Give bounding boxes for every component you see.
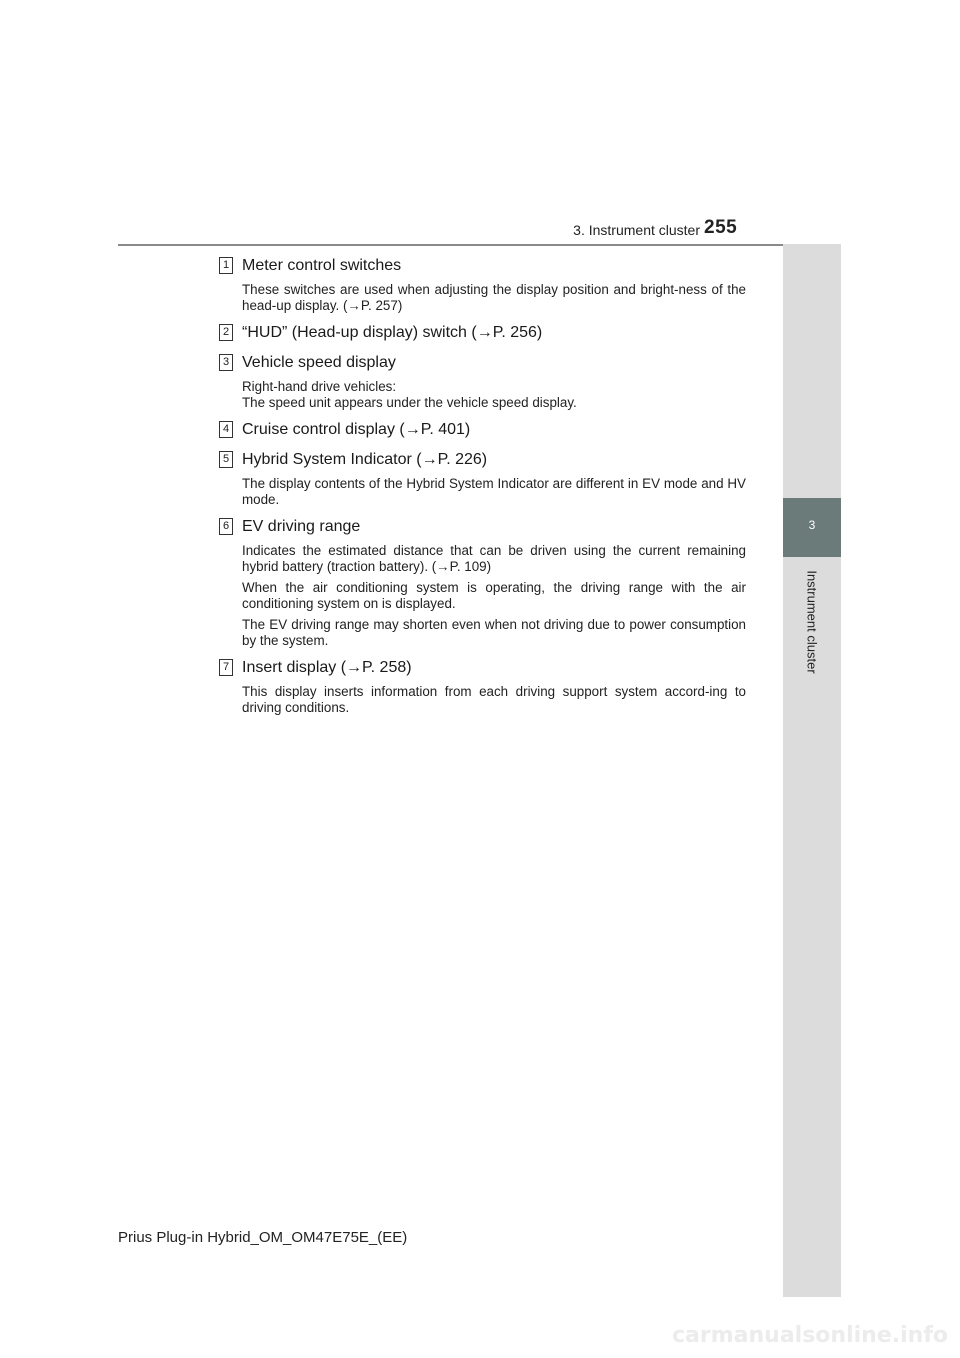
item-heading xyxy=(219,252,746,282)
item-title: Insert display (→P. 258) xyxy=(242,659,412,676)
item-paragraph: The display contents of the Hybrid System Indicator are different in EV mode and HV mode. xyxy=(242,476,746,507)
item-heading xyxy=(219,446,746,476)
item-heading xyxy=(219,319,746,349)
item-description xyxy=(219,282,746,314)
watermark-text: carmanualsonline.info xyxy=(672,1323,948,1348)
list-item xyxy=(219,446,746,508)
list-item xyxy=(219,654,746,716)
item-title: “HUD” (Head-up display) switch (→P. 256) xyxy=(242,324,543,341)
item-number-badge: 2 xyxy=(219,324,233,341)
list-item xyxy=(219,349,746,411)
list-item xyxy=(219,319,746,349)
item-paragraph: Indicates the estimated distance that can be driven using the current remaining hybrid battery (traction battery). (→P. 109) xyxy=(242,543,746,574)
chapter-tab-number: 3 xyxy=(808,518,816,532)
list-item xyxy=(219,252,746,314)
item-heading xyxy=(219,513,746,543)
item-paragraph: These switches are used when adjusting the display position and bright-ness of the head-up display. (→P. 257) xyxy=(242,282,746,313)
item-number-badge: 1 xyxy=(219,257,233,274)
header-divider xyxy=(118,244,841,246)
chapter-tab-label: Instrument cluster xyxy=(804,570,820,674)
list-item xyxy=(219,513,746,649)
item-description xyxy=(219,379,746,411)
item-title: Hybrid System Indicator (→P. 226) xyxy=(242,451,488,468)
item-title: Vehicle speed display xyxy=(242,354,396,371)
chapter-title: 3. Instrument cluster xyxy=(573,222,700,238)
item-number-badge: 4 xyxy=(219,421,233,438)
document-footer: Prius Plug-in Hybrid_OM_OM47E75E_(EE) xyxy=(118,1229,408,1246)
item-number-badge: 6 xyxy=(219,518,233,535)
page-number: 255 xyxy=(704,217,738,238)
item-description xyxy=(219,476,746,508)
item-paragraph: This display inserts information from each driving support system accord-ing to driving conditions. xyxy=(242,684,746,715)
item-number-badge: 3 xyxy=(219,354,233,371)
item-description xyxy=(219,543,746,649)
item-title: Cruise control display (→P. 401) xyxy=(242,421,471,438)
item-heading xyxy=(219,349,746,379)
item-list xyxy=(219,252,746,721)
item-title: EV driving range xyxy=(242,518,361,535)
side-tab-bar xyxy=(783,244,841,1297)
list-item xyxy=(219,416,746,446)
item-heading xyxy=(219,416,746,446)
item-paragraph: The EV driving range may shorten even when not driving due to power consumption by the system. xyxy=(242,617,746,648)
item-number-badge: 5 xyxy=(219,451,233,468)
item-title: Meter control switches xyxy=(242,257,402,274)
item-paragraph: Right-hand drive vehicles: The speed unit appears under the vehicle speed display. xyxy=(242,379,577,410)
item-description xyxy=(219,684,746,716)
item-number-badge: 7 xyxy=(219,659,233,676)
item-paragraph: When the air conditioning system is operating, the driving range with the air conditioning system on is displayed. xyxy=(242,580,746,611)
item-heading xyxy=(219,654,746,684)
